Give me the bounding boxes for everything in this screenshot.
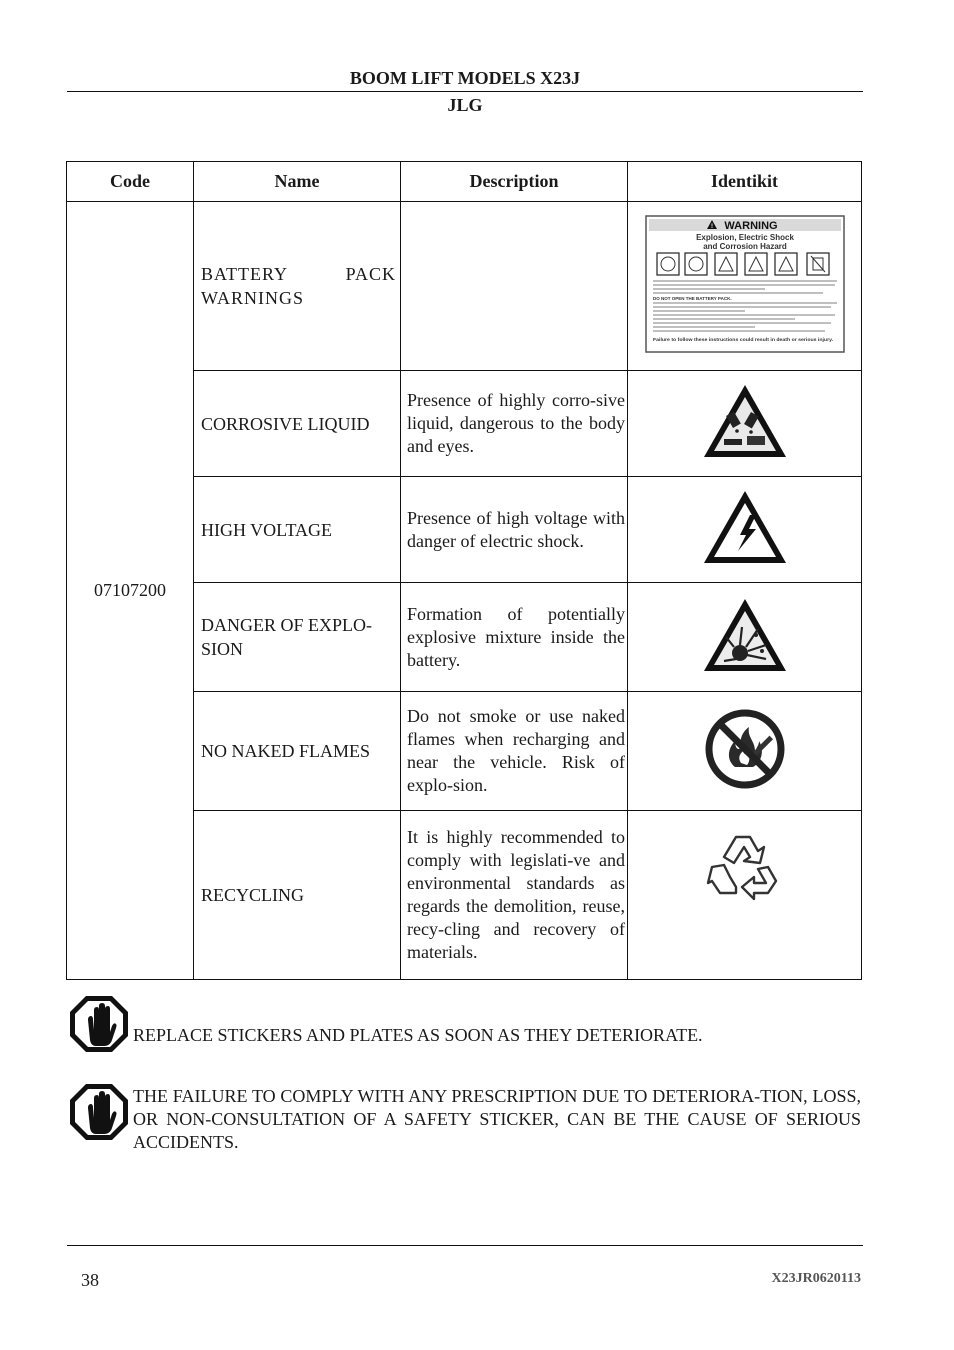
item-name: DANGER OF EXPLO-SION (194, 583, 401, 692)
label-subheading-1: Explosion, Electric Shock (695, 232, 794, 242)
item-description: Do not smoke or use naked flames when recharging and near the vehicle. Risk of explo-sion. (401, 692, 628, 811)
note-text: THE FAILURE TO COMPLY WITH ANY PRESCRIPTION DUE TO DETERIORA-TION, LOSS, OR NON-CONSULTATION OF A SAFETY STICKER, CAN BE THE CAUSE OF SERIOUS ACCIDENTS. (133, 1086, 861, 1152)
document-code: X23JR0620113 (771, 1271, 861, 1286)
header-subtitle: JLG (447, 95, 483, 115)
explosion-icon (700, 595, 790, 675)
table-row (67, 202, 862, 371)
high-voltage-icon (700, 487, 790, 567)
page-number: 38 (81, 1270, 99, 1290)
no-naked-flames-icon (703, 707, 787, 791)
identikit-cell (628, 371, 862, 477)
column-header-description: Description (401, 162, 628, 202)
item-description: It is highly recommended to comply with legislati-ve and environmental standards as regards the demolition, reuse, recy-cling and recovery of materials. (401, 811, 628, 980)
corrosive-liquid-icon (700, 381, 790, 461)
item-name: NO NAKED FLAMES (194, 692, 401, 811)
code-cell: 07107200 (67, 202, 194, 980)
item-name: RECYCLING (194, 811, 401, 980)
identikit-cell (628, 811, 862, 980)
sticker-table (66, 161, 862, 980)
label-line-1: DO NOT OPEN THE BATTERY PACK. (652, 295, 732, 301)
stop-hand-icon (68, 1082, 130, 1142)
item-name: HIGH VOLTAGE (194, 477, 401, 583)
stop-hand-icon (68, 994, 130, 1054)
identikit-cell (628, 692, 862, 811)
table-header-row (67, 162, 862, 202)
recycling-icon (706, 829, 784, 905)
item-description: Formation of potentially explosive mixture inside the battery. (401, 583, 628, 692)
description-cell (401, 202, 628, 371)
identikit-cell (628, 583, 862, 692)
column-header-name: Name (194, 162, 401, 202)
identikit-cell (628, 202, 862, 371)
column-header-code: Code (67, 162, 194, 202)
label-line-2: Failure to follow these instructions could result in death or serious injury. (652, 336, 833, 342)
label-heading: WARNING (723, 219, 778, 232)
svg-text:!: ! (710, 223, 713, 230)
item-name: BATTERY PACK WARNINGS (201, 264, 396, 308)
item-description: Presence of high voltage with danger of electric shock. (401, 477, 628, 583)
header-divider (67, 91, 863, 92)
footer-divider (67, 1245, 863, 1246)
label-subheading-2: and Corrosion Hazard (702, 241, 787, 251)
column-header-identikit: Identikit (628, 162, 862, 202)
note-text: REPLACE STICKERS AND PLATES AS SOON AS THEY DETERIORATE. (133, 1025, 703, 1045)
identikit-cell (628, 477, 862, 583)
item-description: Presence of highly corro-sive liquid, dangerous to the body and eyes. (401, 371, 628, 477)
battery-pack-warning-label-icon (645, 215, 845, 353)
item-name: CORROSIVE LIQUID (194, 371, 401, 477)
header-title: BOOM LIFT MODELS X23J (349, 68, 581, 88)
name-cell (194, 202, 401, 371)
